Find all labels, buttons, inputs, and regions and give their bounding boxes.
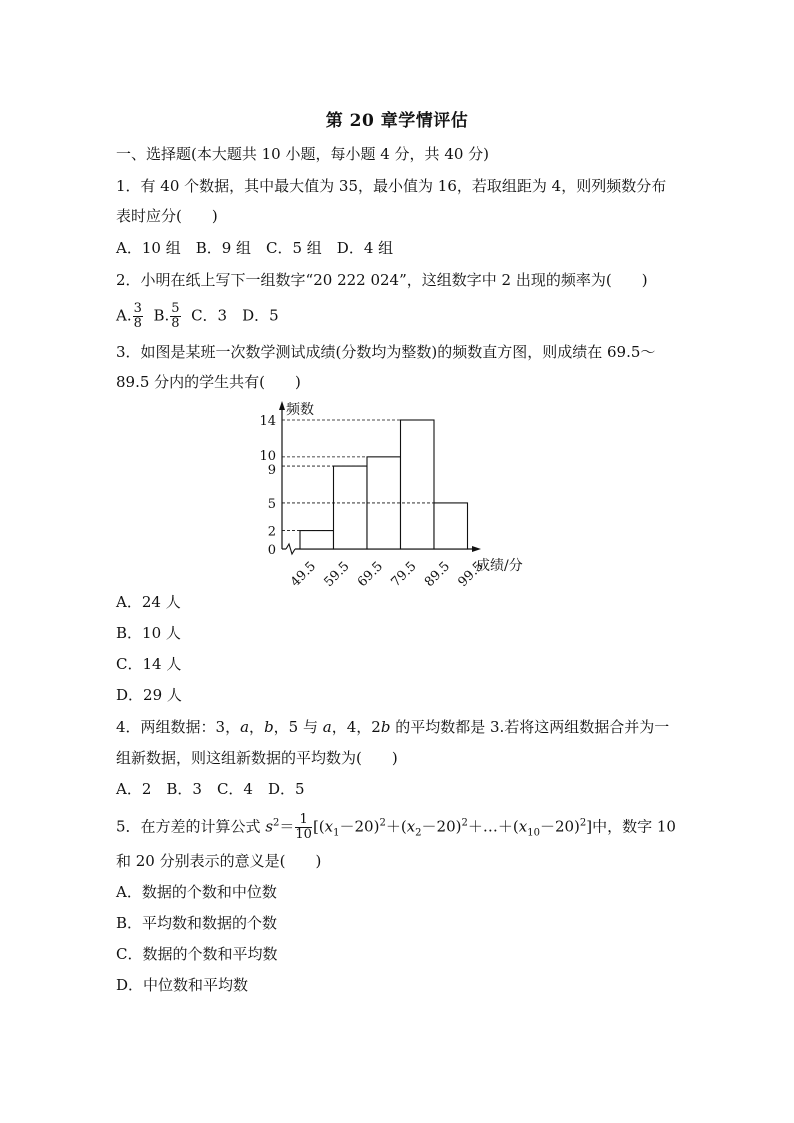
y-tick-label: 9 [267, 463, 276, 479]
q1-stem-line1: 1．有 40 个数据，其中最大值为 35，最小值为 16，若取组距为 4，则列频数分布 [116, 177, 667, 195]
q5-sub2: 2 [415, 827, 422, 839]
q5-sub10: 10 [527, 827, 540, 839]
q5-x1: x [324, 817, 334, 836]
q2-frac-b-num: 5 [171, 301, 180, 316]
y-tick-label: 5 [267, 496, 276, 512]
q1-options: A．10 组 B．9 组 C．5 组 D．4 组 [116, 239, 394, 257]
q5-x2: x [406, 817, 416, 836]
x-tick-label: 69.5 [354, 558, 387, 591]
q5-post: ]中，数字 10 [586, 817, 676, 836]
x-axis-break [286, 544, 295, 554]
histogram-bar [434, 503, 468, 549]
q5-sub1: 1 [333, 827, 340, 839]
q4-text-5: 的平均数都是 3.若将这两组数据合并为一 [390, 718, 670, 736]
q5-stem-line2: 和 20 分别表示的意义是( ) [116, 852, 322, 870]
q5-f2: －20) [339, 817, 380, 836]
q4-text-4: ，4，2 [331, 718, 381, 736]
q5-frac-num: 1 [295, 813, 312, 828]
histogram-bar [334, 466, 368, 549]
q5-option-a: A．数据的个数和中位数 [116, 883, 277, 901]
q3-option-b: B．10 人 [116, 624, 181, 642]
q2-stem: 2．小明在纸上写下一组数字“20 222 024”，这组数字中 2 出现的频率为( ) [116, 271, 648, 289]
q3-option-a: A．24 人 [116, 593, 181, 611]
y-axis-arrow [279, 401, 285, 410]
q5-frac-den: 10 [295, 827, 312, 842]
x-tick-label: 59.5 [321, 558, 353, 591]
q5-f1: [( [312, 817, 325, 836]
q5-var-s: s [265, 817, 274, 836]
q5-option-d: D．中位数和平均数 [116, 976, 249, 994]
q5-eq: ＝ [279, 817, 295, 836]
q3-stem-line1: 3．如图是某班一次数学测试成绩(分数均为整数)的频数直方图，则成绩在 69.5～ [116, 343, 656, 361]
y-tick-label: 0 [267, 543, 276, 558]
q3-option-d: D．29 人 [116, 686, 182, 704]
q5-option-c: C．数据的个数和平均数 [116, 945, 278, 963]
q2-option-b-label: B. [153, 306, 170, 325]
y-axis-label: 频数 [286, 402, 314, 418]
q4-var-a2: a [322, 718, 332, 736]
q1-stem-line2: 表时应分( ) [116, 207, 218, 225]
x-axis-arrow [472, 546, 481, 552]
q2-frac-a-num: 3 [133, 301, 142, 316]
q5-f6: －20) [539, 817, 580, 836]
q4-stem-line1 [116, 717, 669, 737]
x-tick-label: 49.5 [287, 558, 320, 591]
q2-option-a-label: A. [116, 306, 132, 325]
q5-f4: －20) [421, 817, 462, 836]
histogram-bar [300, 531, 334, 549]
q3-stem-line2: 89.5 分内的学生共有( ) [116, 373, 301, 391]
q4-options: A．2 B．3 C．4 D．5 [116, 780, 305, 798]
q5-stem-line1 [116, 813, 676, 844]
q4-text-3: ，5 与 [273, 718, 323, 736]
q4-stem-line2: 组新数据，则这组新数据的平均数为( ) [116, 749, 398, 767]
x-axis-label: 成绩/分 [476, 558, 523, 574]
x-tick-label: 99.5 [455, 558, 487, 591]
q4-var-a: a [240, 718, 250, 736]
y-tick-label: 2 [267, 524, 276, 540]
histogram-bar [401, 420, 435, 549]
q5-x10: x [518, 817, 528, 836]
q5-p2: 2 [461, 817, 468, 829]
q5-sq: 2 [273, 817, 280, 829]
q5-p3: 2 [579, 817, 587, 829]
y-tick-label: 14 [259, 414, 276, 429]
q4-var-b2: b [380, 718, 391, 736]
q3-option-c: C．14 人 [116, 655, 182, 673]
q2-option-cd: C．3 D．5 [191, 306, 279, 325]
page-title: 第 20 章学情评估 [325, 111, 469, 131]
q2-frac-b-den: 8 [171, 316, 180, 331]
x-tick-label: 89.5 [421, 558, 454, 591]
q4-text-1: 4．两组数据：3， [116, 718, 241, 736]
q5-f3: ＋( [385, 817, 407, 836]
q4-var-b: b [264, 718, 274, 736]
q5-pre: 5．在方差的计算公式 [116, 817, 266, 836]
q5-option-b: B．平均数和数据的个数 [116, 914, 278, 932]
x-tick-label: 79.5 [388, 558, 420, 591]
y-tick-label: 10 [259, 448, 276, 464]
q2-frac-a-den: 8 [133, 316, 142, 331]
q5-p1: 2 [379, 817, 386, 829]
section-heading: 一、选择题(本大题共 10 小题，每小题 4 分，共 40 分) [116, 145, 490, 163]
q5-fraction [295, 813, 312, 842]
q4-text-2: ， [249, 718, 265, 736]
q5-f5: ＋…＋( [467, 817, 519, 836]
